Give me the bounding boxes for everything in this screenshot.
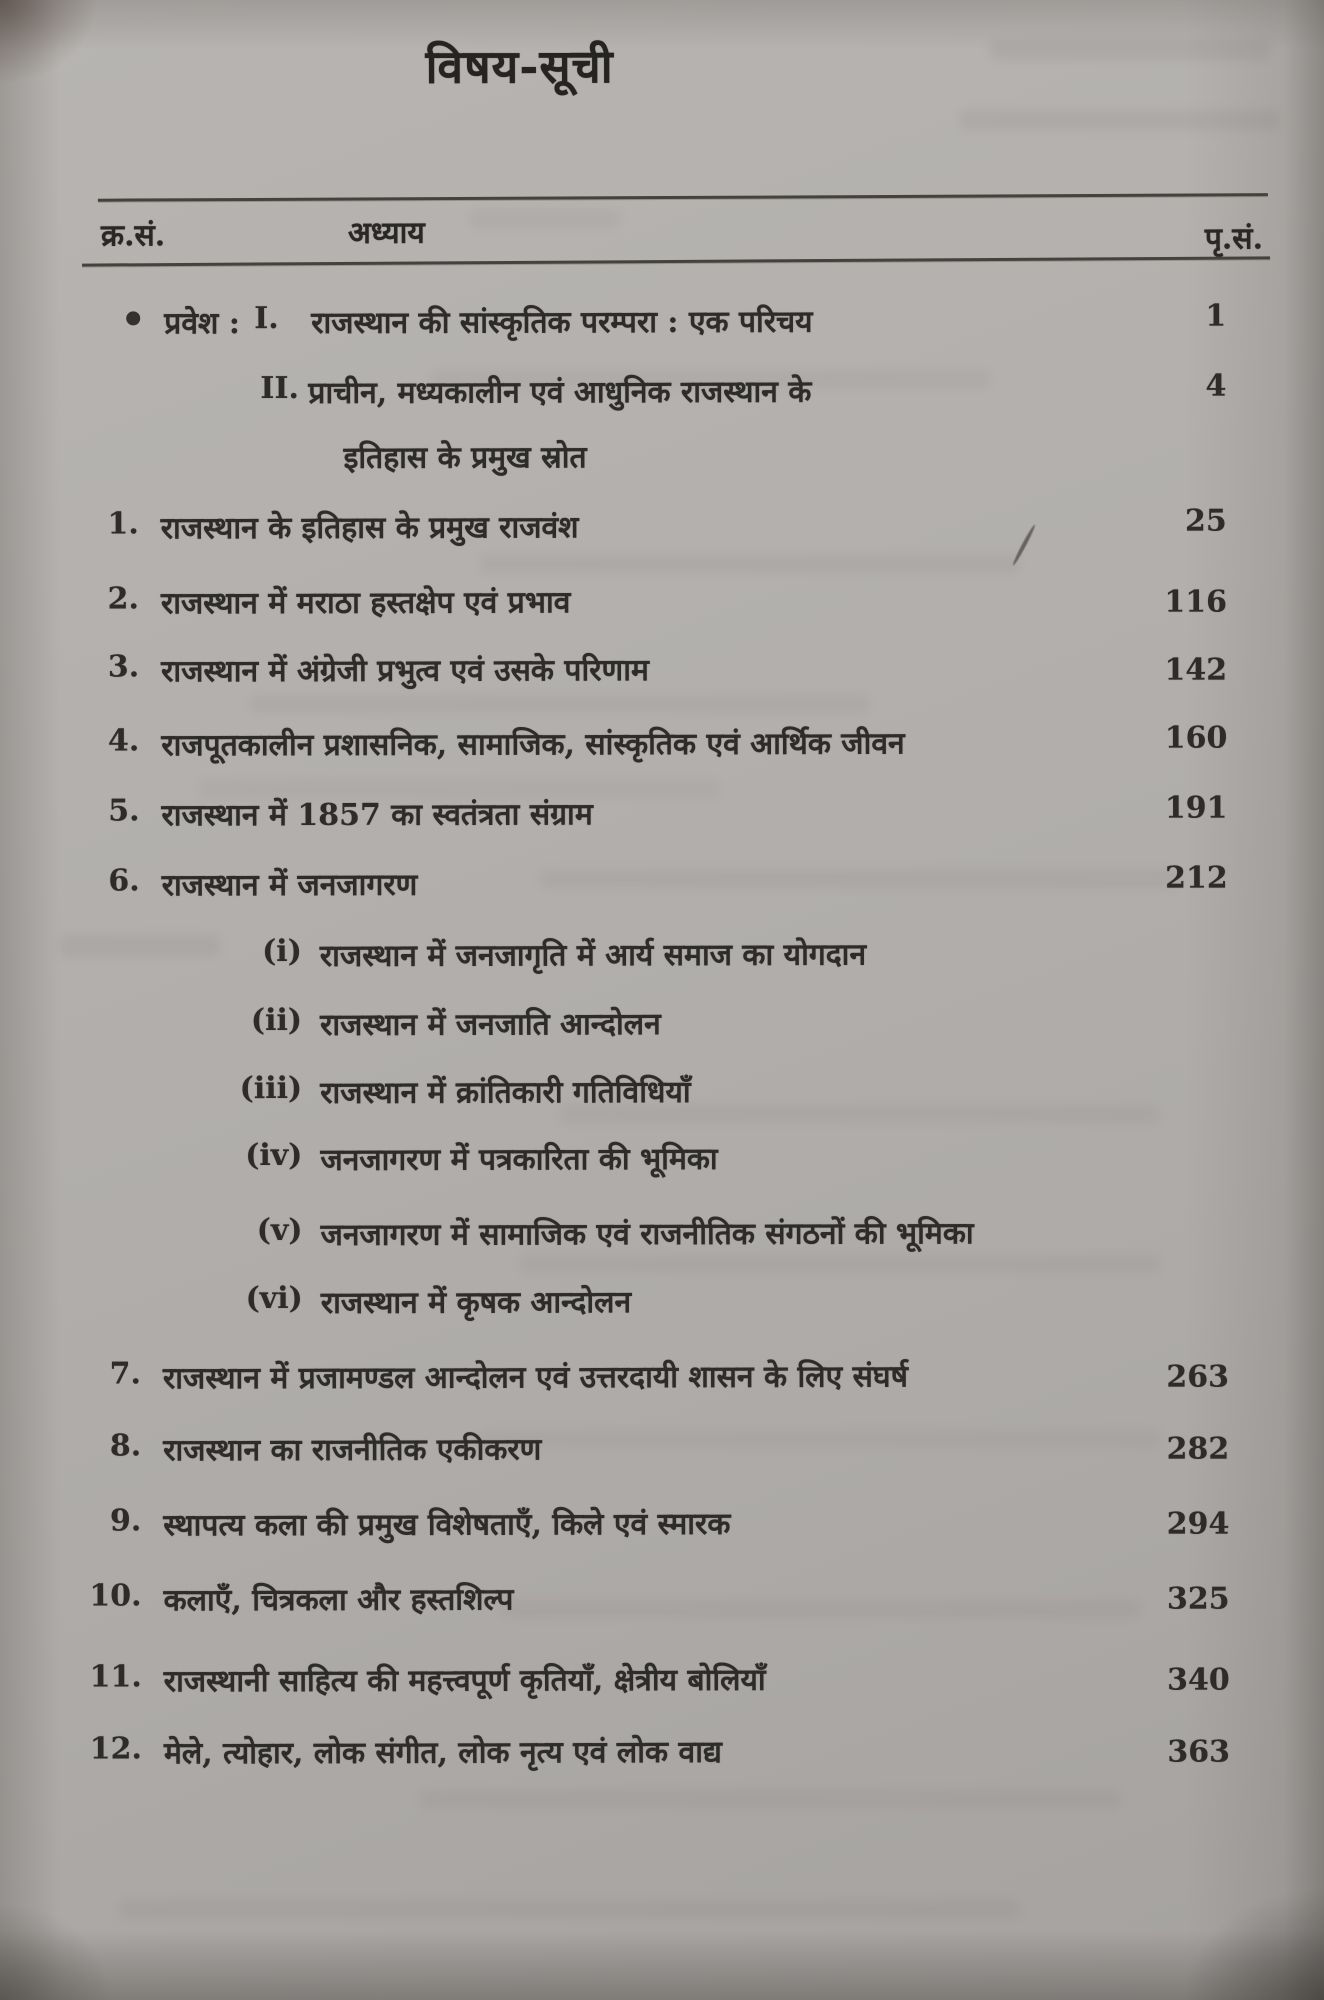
toc-entry-number: 2. xyxy=(107,581,139,617)
toc-entry-page: 212 xyxy=(1165,860,1228,896)
toc-entry-page: 191 xyxy=(1164,790,1228,826)
toc-entry xyxy=(0,790,1324,837)
toc-entry xyxy=(0,860,1324,907)
toc-entry-number: 6. xyxy=(108,863,140,899)
toc-entry-title: जनजागरण में पत्रकारिता की भूमिका xyxy=(320,1141,718,1178)
toc-entry-title: स्थापत्य कला की प्रमुख विशेषताएँ, किले एवं स्मारक xyxy=(163,1506,731,1544)
toc-entry-continuation xyxy=(0,433,1323,480)
toc-entry-number: (vi) xyxy=(245,1280,303,1317)
toc-entry-title: राजपूतकालीन प्रशासनिक, सामाजिक, सांस्कृतिक एवं आर्थिक जीवन xyxy=(161,726,905,764)
toc-entry-title: राजस्थान में मराठा हस्तक्षेप एवं प्रभाव xyxy=(160,585,571,622)
toc-entry xyxy=(0,646,1323,693)
toc-entry-number: 8. xyxy=(109,1428,142,1464)
toc-entry-page: 325 xyxy=(1166,1581,1230,1617)
toc-entry-title: राजस्थान में जनजागरण xyxy=(161,867,418,904)
toc-entry xyxy=(0,720,1323,767)
toc-entry-title: राजस्थान में 1857 का स्वतंत्रता संग्राम xyxy=(161,797,593,834)
toc-entry xyxy=(2,1575,1324,1622)
toc-entry-number: II. xyxy=(260,370,299,407)
toc-subentry xyxy=(0,1000,1324,1047)
toc-entry-number: 9. xyxy=(109,1503,142,1539)
toc-entry-title: राजस्थान में क्रांतिकारी गतिविधियाँ xyxy=(320,1074,691,1111)
toc-entry-title: इतिहास के प्रमुख स्रोत xyxy=(343,440,587,476)
toc-entry-title: कलाएँ, चित्रकला और हस्तशिल्प xyxy=(163,1582,514,1619)
toc-entry-title: प्राचीन, मध्यकालीन एवं आधुनिक राजस्थान के xyxy=(308,374,812,411)
toc-entry-title: राजस्थान में अंग्रेजी प्रभुत्व एवं उसके परिणाम xyxy=(161,653,649,690)
toc-entry-title: जनजागरण में सामाजिक एवं राजनीतिक संगठनों की भूमिका xyxy=(320,1216,974,1253)
toc-entry-number: 3. xyxy=(107,649,140,685)
toc-entry-page: 142 xyxy=(1164,652,1228,688)
toc-entry-page: 363 xyxy=(1167,1734,1231,1770)
toc-entry xyxy=(1,1353,1324,1400)
toc-entry-title: राजस्थान के इतिहास के प्रमुख राजवंश xyxy=(160,510,579,547)
toc-entry-number: (iii) xyxy=(239,1070,303,1107)
toc-entry xyxy=(1,1425,1324,1472)
column-header-serial: क्र.सं. xyxy=(100,218,166,254)
toc-entry-page: 160 xyxy=(1164,720,1228,756)
toc-entry-intro xyxy=(0,368,1322,415)
toc-entry-page: 282 xyxy=(1166,1431,1230,1467)
toc-entry-number: 5. xyxy=(108,793,140,829)
toc-subentry xyxy=(0,1068,1324,1115)
page-title: विषय-सूची xyxy=(425,39,614,94)
toc-entry xyxy=(2,1728,1324,1775)
toc-entry-title: राजस्थान की सांस्कृतिक परम्परा : एक परिचय xyxy=(311,304,813,341)
toc-subentry xyxy=(0,931,1324,978)
toc-entry-page: 25 xyxy=(1184,503,1227,539)
toc-subentry xyxy=(0,1135,1324,1182)
toc-entry-label: प्रवेश : xyxy=(164,306,240,342)
toc-entry-title: राजस्थानी साहित्य की महत्त्वपूर्ण कृतियाँ, क्षेत्रीय बोलियाँ xyxy=(163,1662,766,1700)
toc-entry-page: 116 xyxy=(1164,584,1228,620)
toc-entry-number: (v) xyxy=(256,1212,303,1249)
toc-subentry xyxy=(1,1210,1324,1257)
toc-entry-number: I. xyxy=(254,301,279,337)
toc-entry xyxy=(0,503,1323,550)
toc-entry xyxy=(0,578,1323,625)
toc-entry-title: राजस्थान में जनजाति आन्दोलन xyxy=(320,1007,661,1043)
toc-entry-page: 4 xyxy=(1205,368,1227,404)
toc-entry-number: 1. xyxy=(107,506,139,542)
column-header-chapter: अध्याय xyxy=(347,215,425,251)
bullet-icon xyxy=(126,311,140,325)
toc-entry-page: 1 xyxy=(1205,298,1227,334)
toc-entry-number: 10. xyxy=(89,1578,142,1614)
toc-entry-title: राजस्थान में कृषक आन्दोलन xyxy=(320,1285,632,1321)
header-top-rule xyxy=(98,193,1268,202)
toc-entry-title: राजस्थान में प्रजामण्डल आन्दोलन एवं उत्तरदायी शासन के लिए संघर्ष xyxy=(162,1359,909,1397)
toc-entry-number: 4. xyxy=(107,723,140,759)
toc-entry-number: (i) xyxy=(262,933,302,970)
toc-entry-title: मेले, त्योहार, लोक संगीत, लोक नृत्य एवं लोक वाद्य xyxy=(163,1734,722,1772)
toc-entry xyxy=(1,1500,1324,1547)
toc-entry-title: राजस्थान में जनजागृति में आर्य समाज का योगदान xyxy=(319,937,867,974)
toc-entry-number: (ii) xyxy=(250,1002,303,1039)
toc-entry-number: 12. xyxy=(89,1731,143,1767)
toc-entry-number: 11. xyxy=(89,1659,142,1695)
toc-entry-number: (iv) xyxy=(245,1137,303,1174)
header-bottom-rule xyxy=(82,256,1270,266)
toc-entry-number: 7. xyxy=(109,1356,142,1392)
toc-entry-page: 340 xyxy=(1167,1662,1230,1698)
toc-entry-page: 294 xyxy=(1166,1506,1230,1542)
toc-entry-page: 263 xyxy=(1166,1359,1230,1395)
toc-entry-title: राजस्थान का राजनीतिक एकीकरण xyxy=(163,1432,542,1469)
toc-entry-intro xyxy=(0,298,1322,345)
toc-subentry xyxy=(1,1278,1324,1325)
toc-entry xyxy=(2,1656,1324,1703)
column-header-page: पृ.सं. xyxy=(1204,221,1264,257)
